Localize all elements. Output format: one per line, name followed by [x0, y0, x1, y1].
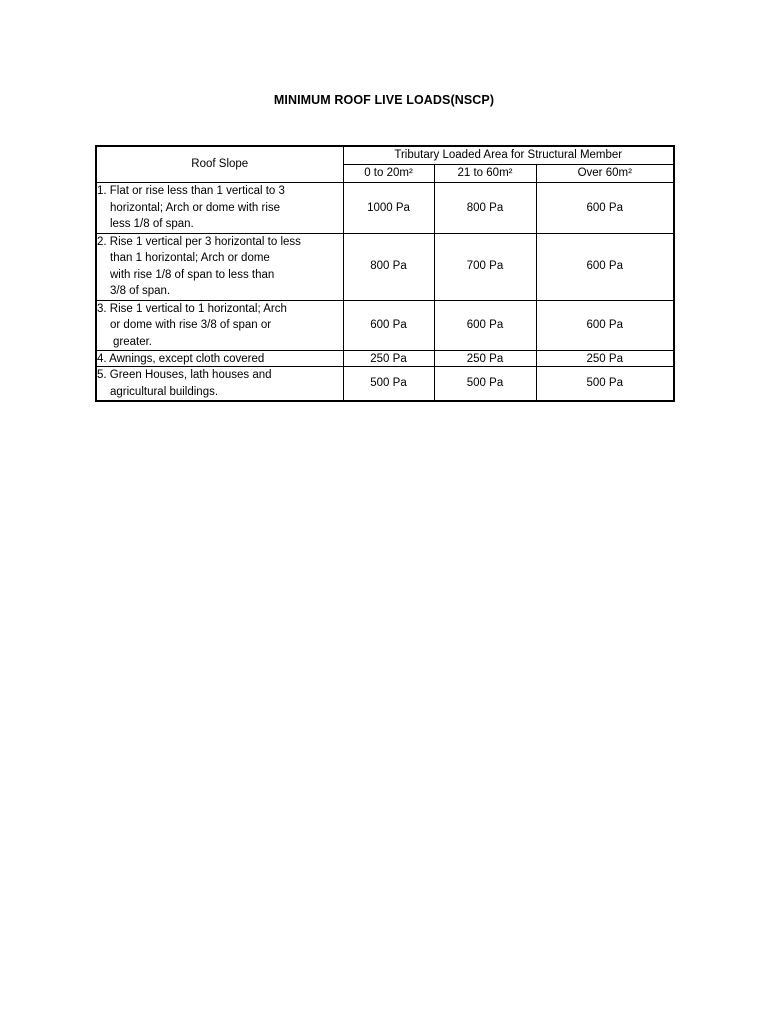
load-value-cell: 1000 Pa	[343, 183, 434, 234]
roof-slope-line: 1. Flat or rise less than 1 vertical to 3	[97, 185, 285, 197]
roof-slope-cell	[96, 367, 343, 402]
roof-slope-line: than 1 horizontal; Arch or dome	[110, 252, 270, 264]
load-value-cell: 500 Pa	[434, 367, 536, 402]
load-value-cell: 500 Pa	[536, 367, 674, 402]
roof-slope-cell	[96, 351, 343, 367]
roof-slope-line: horizontal; Arch or dome with rise	[110, 201, 281, 214]
table-row	[96, 233, 674, 300]
table-row	[96, 367, 674, 402]
roof-slope-line: 5. Green Houses, lath houses and	[97, 369, 272, 381]
load-value-cell: 800 Pa	[434, 183, 536, 234]
load-value-cell: 250 Pa	[536, 351, 674, 367]
roof-slope-cell	[96, 300, 343, 351]
table-header-row	[96, 146, 674, 165]
load-value-cell: 600 Pa	[343, 300, 434, 351]
header-over-60: Over 60m²	[536, 165, 674, 183]
header-21-to-60: 21 to 60m²	[434, 165, 536, 183]
load-value-cell: 250 Pa	[434, 351, 536, 367]
page-title: MINIMUM ROOF LIVE LOADS(NSCP)	[273, 93, 495, 107]
roof-slope-line: 2. Rise 1 vertical per 3 horizontal to less	[97, 235, 301, 248]
roof-slope-line: less 1/8 of span.	[110, 218, 194, 230]
header-roof-slope: Roof Slope	[96, 146, 343, 183]
table-row	[96, 351, 674, 367]
load-value-cell: 800 Pa	[343, 233, 434, 300]
roof-slope-cell	[96, 233, 343, 300]
load-value-cell: 500 Pa	[343, 367, 434, 402]
table-row	[96, 183, 674, 234]
roof-slope-line: 4. Awnings, except cloth covered	[97, 352, 265, 365]
roof-slope-line: with rise 1/8 of span to less than	[110, 268, 275, 281]
roof-slope-cell	[96, 183, 343, 234]
header-tributary-area: Tributary Loaded Area for Structural Member	[343, 146, 674, 165]
load-value-cell: 250 Pa	[343, 351, 434, 367]
roof-slope-line: 3. Rise 1 vertical to 1 horizontal; Arch	[97, 302, 287, 315]
header-0-to-20: 0 to 20m²	[343, 165, 434, 183]
load-value-cell: 600 Pa	[536, 300, 674, 351]
load-value-cell: 600 Pa	[434, 300, 536, 351]
load-value-cell: 600 Pa	[536, 183, 674, 234]
load-value-cell: 700 Pa	[434, 233, 536, 300]
load-value-cell: 600 Pa	[536, 233, 674, 300]
roof-slope-line: greater.	[113, 335, 152, 348]
roof-live-loads-table	[95, 145, 675, 402]
table-row	[96, 300, 674, 351]
roof-slope-line: agricultural buildings.	[110, 385, 219, 398]
roof-slope-line: or dome with rise 3/8 of span or	[110, 319, 272, 331]
roof-slope-line: 3/8 of span.	[110, 285, 171, 297]
